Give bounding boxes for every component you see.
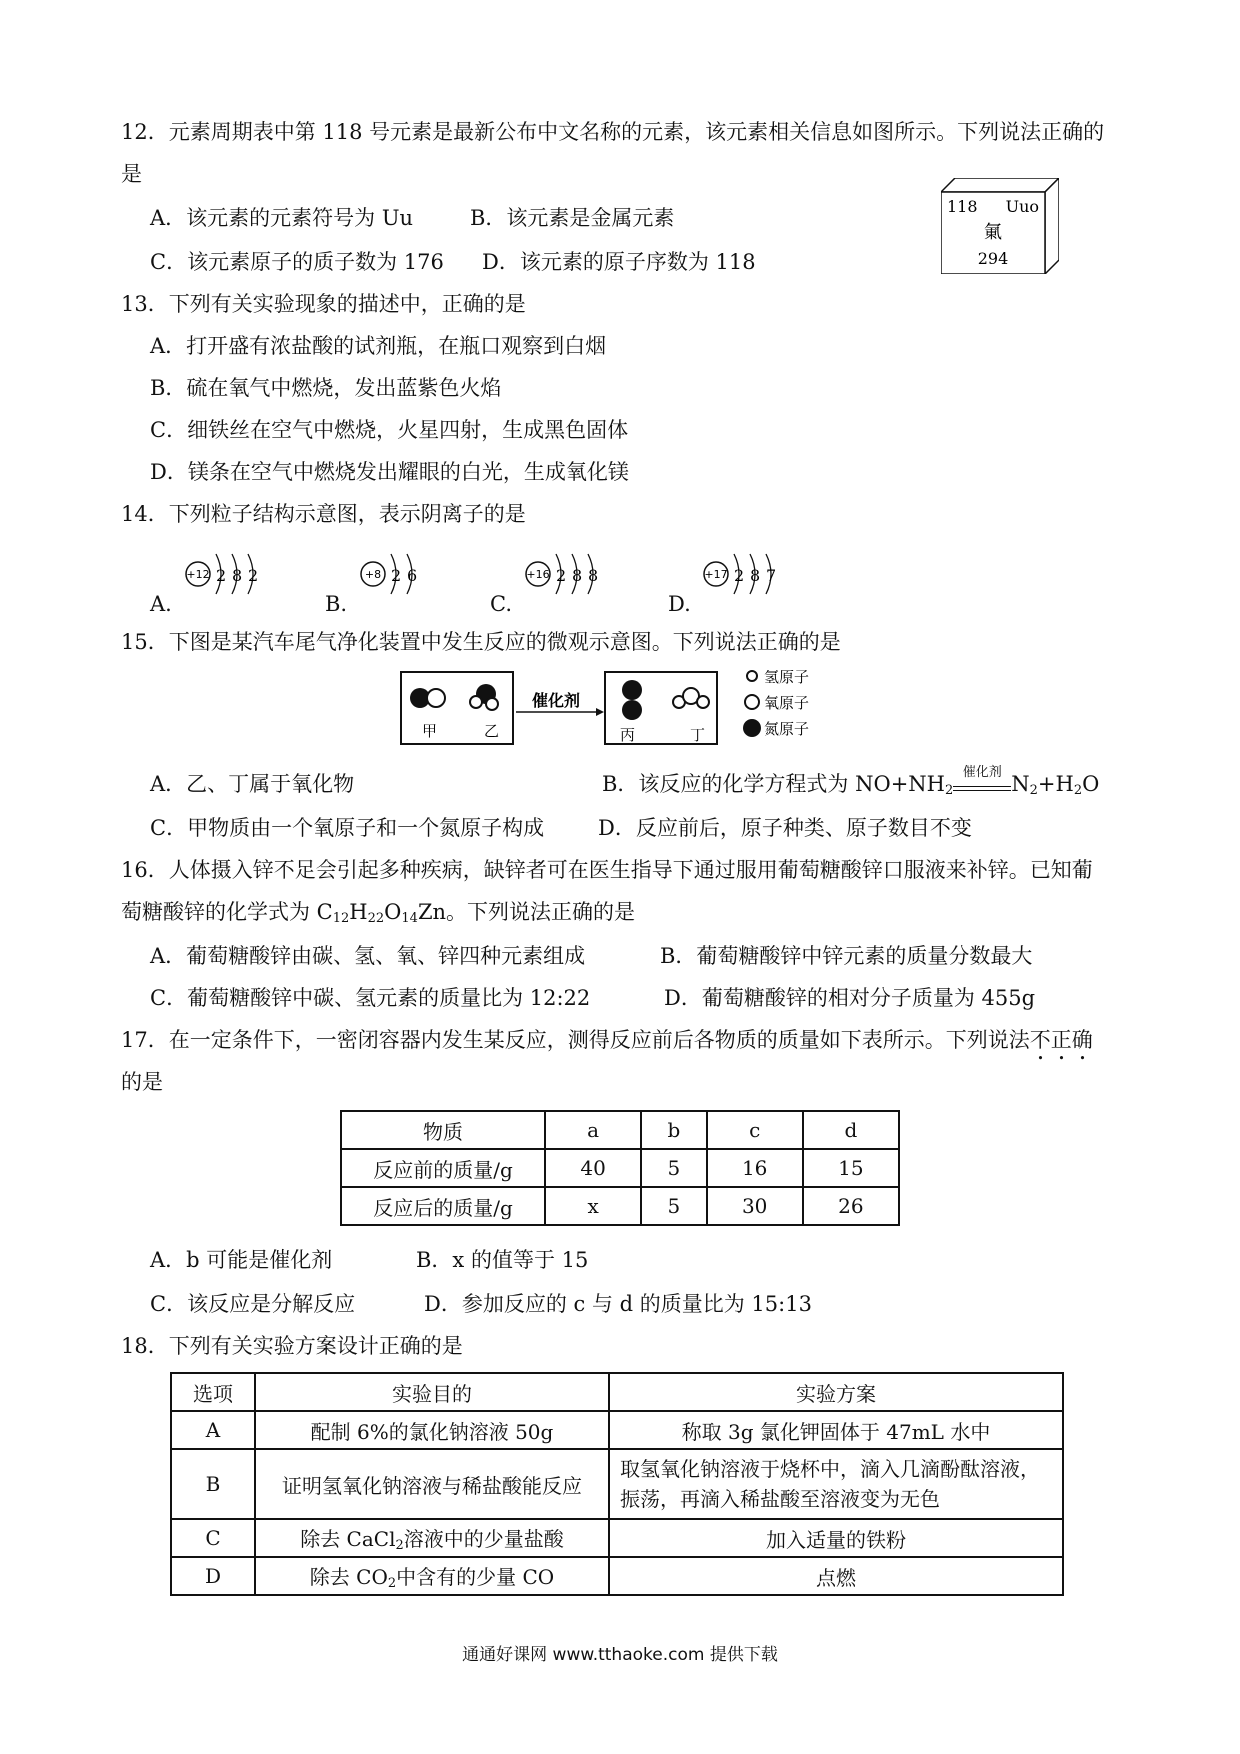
q17-stem-line2: 的是 — [121, 1070, 163, 1094]
label-yi: 乙 — [484, 722, 500, 740]
legend-o-icon — [745, 695, 759, 709]
table-cell: 反应前的质量/g — [341, 1149, 545, 1187]
q12-option-a: A．该元素的元素符号为 Uu — [150, 206, 414, 230]
table-header: 实验方案 — [609, 1373, 1063, 1411]
table-cell: 5 — [641, 1187, 706, 1225]
atom-structure-diagram — [359, 548, 431, 598]
table-cell: 26 — [803, 1187, 899, 1225]
table-row — [171, 1557, 1063, 1595]
table-cell: A — [171, 1411, 255, 1449]
electron-count: 8 — [588, 566, 599, 585]
nucleus-charge: +16 — [526, 568, 550, 581]
table-header-row — [171, 1373, 1063, 1411]
table-cell: 除去 $CO_2$中含有的少量 CO — [255, 1557, 609, 1595]
q15-stem: 15．下图是某汽车尾气净化装置中发生反应的微观示意图。下列说法正确的是 — [121, 630, 841, 654]
electron-count: 2 — [556, 566, 567, 585]
table-header: d — [803, 1111, 899, 1149]
page-footer: 通通好课网 www.tthaoke.com 提供下载 — [462, 1645, 778, 1665]
electron-count: 2 — [216, 566, 227, 585]
table-cell: 称取 3g 氯化钾固体于 47mL 水中 — [609, 1411, 1063, 1449]
q12-stem-line2: 是 — [121, 162, 142, 186]
q16-option-a: A．葡萄糖酸锌由碳、氢、氧、锌四种元素组成 — [150, 944, 586, 968]
table-cell: 40 — [545, 1149, 641, 1187]
table-cell: x — [545, 1187, 641, 1225]
legend-h-icon — [747, 671, 757, 681]
q12-option-b: B．该元素是金属元素 — [470, 206, 675, 230]
table-cell: D — [171, 1557, 255, 1595]
table-cell: 除去 CaCl$_2$溶液中的少量盐酸 — [255, 1519, 609, 1557]
q15-option-c: C．甲物质由一个氧原子和一个氮原子构成 — [150, 816, 545, 840]
q17-mass-table — [340, 1110, 900, 1226]
q12-option-c: C．该元素原子的质子数为 176 — [150, 250, 444, 274]
legend-o: 氧原子 — [764, 694, 810, 712]
label-jia: 甲 — [422, 722, 438, 740]
table-cell: 15 — [803, 1149, 899, 1187]
q16-option-d: D．葡萄糖酸锌的相对分子质量为 455g — [664, 986, 1036, 1010]
q15-option-b: B．该反应的化学方程式为 $NO+NH_2$ 催化剂 $N_2+H_2O$ — [602, 765, 1100, 798]
element-number: 118 — [947, 197, 978, 216]
q16-option-c: C．葡萄糖酸锌中碳、氢元素的质量比为 12:22 — [150, 986, 591, 1010]
electron-count: 8 — [572, 566, 583, 585]
electron-count: 8 — [750, 566, 761, 585]
electron-count: 2 — [734, 566, 745, 585]
q17-option-d: D．参加反应的 c 与 d 的质量比为 15:13 — [424, 1292, 812, 1316]
q16-stem-line1: 16．人体摄入锌不足会引起多种疾病，缺锌者可在医生指导下通过服用葡萄糖酸锌口服液来补锌。已知葡 — [121, 858, 1093, 882]
h-atom — [486, 698, 498, 710]
q14-option-label: A. — [150, 592, 172, 616]
q18-stem: 18．下列有关实验方案设计正确的是 — [121, 1334, 463, 1358]
table-header: a — [545, 1111, 641, 1149]
q18-plan-table — [170, 1372, 1064, 1596]
electron-count: 2 — [391, 566, 402, 585]
legend-h: 氢原子 — [764, 670, 810, 686]
atom-structure-diagram — [184, 548, 272, 598]
n-atom — [622, 680, 642, 700]
table-row — [171, 1519, 1063, 1557]
q14-option-label: D. — [668, 592, 691, 616]
q17-option-a: A．b 可能是催化剂 — [150, 1248, 333, 1272]
atom-structure-diagram — [702, 548, 790, 598]
table-cell: C — [171, 1519, 255, 1557]
q13-option-a: A．打开盛有浓盐酸的试剂瓶，在瓶口观察到白烟 — [150, 334, 607, 358]
n-atom — [622, 700, 642, 720]
table-cell: 加入适量的铁粉 — [609, 1519, 1063, 1557]
q17-option-c: C．该反应是分解反应 — [150, 1292, 356, 1316]
catalyst-label: 催化剂 — [532, 691, 581, 710]
table-cell: 反应后的质量/g — [341, 1187, 545, 1225]
q13-option-b: B．硫在氧气中燃烧，发出蓝紫色火焰 — [150, 376, 502, 400]
label-bing: 丙 — [620, 726, 636, 744]
q13-option-d: D．镁条在空气中燃烧发出耀眼的白光，生成氧化镁 — [150, 460, 629, 484]
table-cell: 点燃 — [609, 1557, 1063, 1595]
nucleus-charge: +8 — [364, 568, 382, 581]
q15-reaction-diagram — [400, 670, 840, 748]
h-atom — [470, 696, 482, 708]
legend-n-icon — [743, 719, 761, 737]
element-mass: 294 — [977, 249, 1009, 268]
electron-count: 6 — [407, 566, 418, 585]
table-header: 选项 — [171, 1373, 255, 1411]
q14-stem: 14．下列粒子结构示意图，表示阴离子的是 — [121, 502, 526, 526]
table-cell: 取氢氧化钠溶液于烧杯中，滴入几滴酚酞溶液，振荡，再滴入稀盐酸至溶液变为无色 — [609, 1449, 1063, 1519]
table-header: 物质 — [341, 1111, 545, 1149]
q13-stem: 13．下列有关实验现象的描述中，正确的是 — [121, 292, 526, 316]
table-cell: 16 — [707, 1149, 803, 1187]
element-symbol: Uuo — [1005, 197, 1039, 216]
q14-option-label: B. — [325, 592, 348, 616]
table-header: 实验目的 — [255, 1373, 609, 1411]
o-atom — [427, 689, 445, 707]
table-cell: 30 — [707, 1187, 803, 1225]
electron-count: 2 — [248, 566, 259, 585]
atom-structure-diagram — [524, 548, 612, 598]
element-card-118 — [941, 178, 1059, 274]
h-atom — [697, 696, 709, 708]
q15-option-d: D．反应前后，原子种类、原子数目不变 — [598, 816, 972, 840]
q16-stem-line2: 萄糖酸锌的化学式为 $C_{12}H_{22}O_{14}Zn$。下列说法正确的是 — [121, 900, 636, 926]
table-header-row — [341, 1111, 899, 1149]
table-row — [171, 1411, 1063, 1449]
q15-option-a: A．乙、丁属于氧化物 — [150, 772, 355, 796]
table-cell: 证明氢氧化钠溶液与稀盐酸能反应 — [255, 1449, 609, 1519]
q14-option-label: C. — [490, 592, 512, 616]
q16-option-b: B．葡萄糖酸锌中锌元素的质量分数最大 — [660, 944, 1033, 968]
q17-option-b: B．x 的值等于 15 — [416, 1248, 589, 1272]
table-row — [341, 1187, 899, 1225]
label-ding: 丁 — [690, 726, 706, 744]
q17-stem-line1: 17．在一定条件下，一密闭容器内发生某反应，测得反应前后各物质的质量如下表所示。下列说法不正确 — [121, 1028, 1093, 1052]
electron-count: 7 — [766, 566, 777, 585]
table-cell: 5 — [641, 1149, 706, 1187]
q13-option-c: C．细铁丝在空气中燃烧，火星四射，生成黑色固体 — [150, 418, 629, 442]
electron-count: 8 — [232, 566, 243, 585]
q12-stem-line1: 12．元素周期表中第 118 号元素是最新公布中文名称的元素，该元素相关信息如图所示。下列说法正确的 — [121, 120, 1105, 144]
table-cell: 配制 6%的氯化钠溶液 50g — [255, 1411, 609, 1449]
table-row — [171, 1449, 1063, 1519]
nucleus-charge: +17 — [704, 568, 728, 581]
table-cell: B — [171, 1449, 255, 1519]
q12-option-d: D．该元素的原子序数为 118 — [482, 250, 756, 274]
legend-n: 氮原子 — [764, 720, 810, 738]
table-row — [341, 1149, 899, 1187]
table-header: c — [707, 1111, 803, 1149]
nucleus-charge: +12 — [186, 568, 210, 581]
table-header: b — [641, 1111, 706, 1149]
element-name: 氭 — [984, 222, 1002, 243]
